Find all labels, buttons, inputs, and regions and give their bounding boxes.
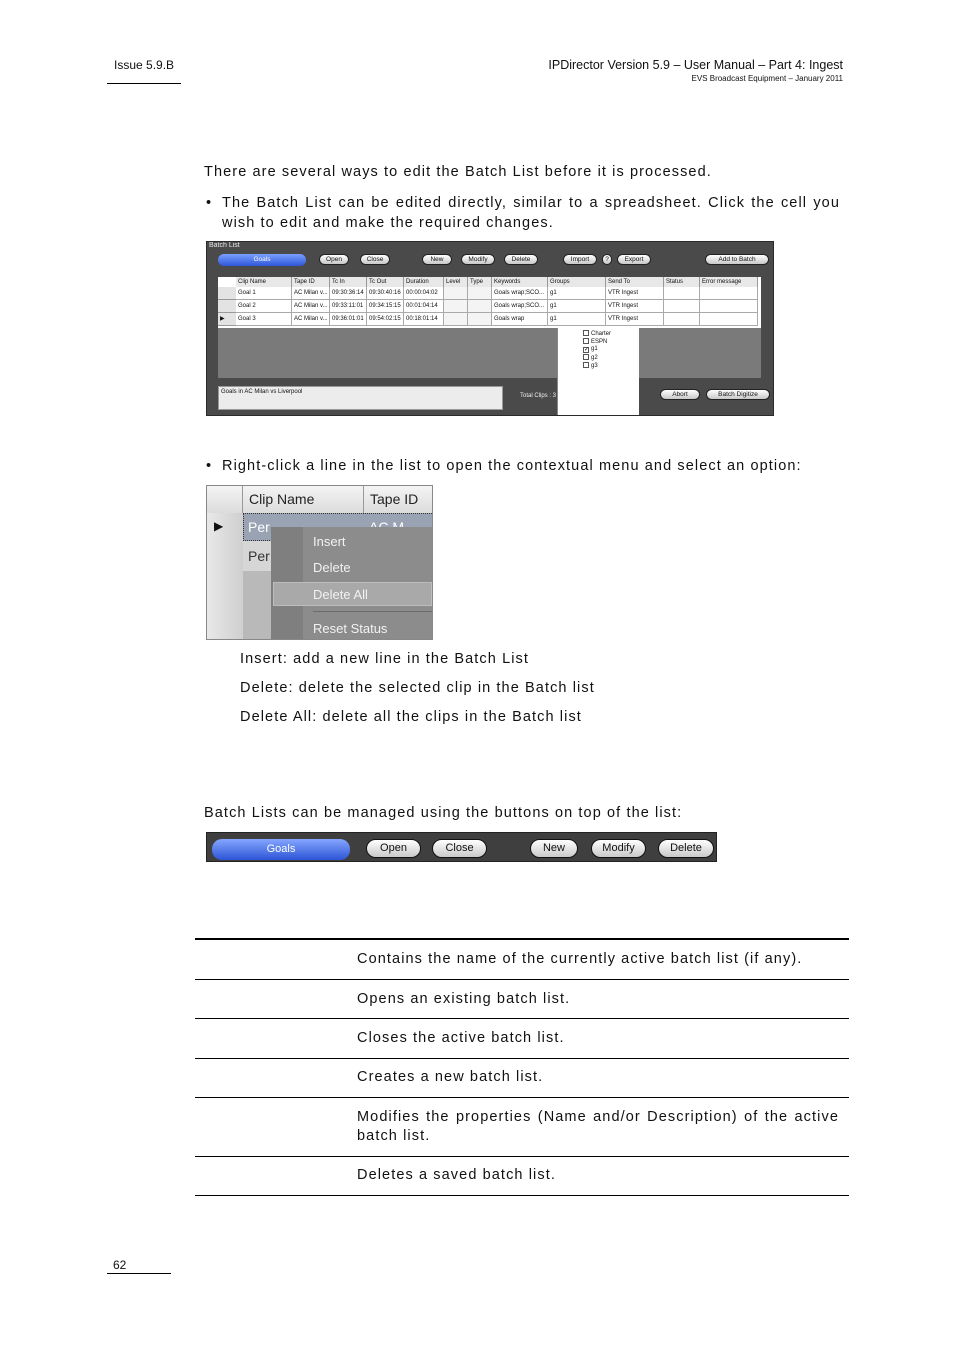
column-header[interactable]: Status	[664, 277, 700, 287]
new-button[interactable]: New	[530, 839, 578, 858]
row-header[interactable]	[218, 300, 236, 313]
footer-rule	[107, 1273, 171, 1274]
table-cell[interactable]	[444, 287, 468, 300]
table-cell[interactable]: 09:30:36:14	[330, 287, 367, 300]
row-goals-description: Contains the name of the currently active batch list (if any).	[357, 951, 803, 967]
row1-clip-name: Per	[248, 519, 270, 535]
table-cell[interactable]: VTR Ingest	[606, 300, 664, 313]
table-row-rule	[195, 1156, 849, 1157]
table-cell[interactable]: AC Milan v...	[292, 313, 330, 326]
batch-description-field[interactable]: Goals in AC Milan vs Liverpool	[218, 386, 503, 410]
document-subtitle: EVS Broadcast Equipment – January 2011	[691, 74, 843, 83]
definition-delete-all: Delete All: delete all the clips in the Batch list	[240, 709, 582, 725]
groups-dropdown[interactable]	[557, 328, 639, 416]
group-option-g2[interactable]: g2	[583, 354, 598, 361]
group-option-espn[interactable]: ESPN	[583, 338, 607, 345]
row-new-description: Creates a new batch list.	[357, 1069, 544, 1085]
row-modify-description: Modifies the properties (Name and/or Description) of the active batch list.	[357, 1109, 839, 1144]
open-button[interactable]: Open	[319, 254, 349, 265]
modify-button[interactable]: Modify	[591, 839, 646, 858]
menu-item-insert[interactable]: Insert	[313, 534, 346, 549]
table-cell[interactable]	[664, 313, 700, 326]
table-cell[interactable]: Goals wrap;SCO...	[492, 287, 548, 300]
document-title: IPDirector Version 5.9 – User Manual – Part 4: Ingest	[548, 58, 843, 72]
table-cell[interactable]	[468, 287, 492, 300]
intro-paragraph: There are several ways to edit the Batch List before it is processed.	[204, 164, 712, 180]
table-top-rule	[195, 938, 849, 940]
row-close-description: Closes the active batch list.	[357, 1030, 565, 1046]
table-cell[interactable]	[700, 313, 758, 326]
batch-digitize-button[interactable]: Batch Digitize	[706, 389, 770, 400]
table-cell[interactable]	[468, 300, 492, 313]
column-header[interactable]: Level	[444, 277, 468, 287]
table-cell[interactable]: 00:01:04:14	[404, 300, 444, 313]
menu-item-reset-status[interactable]: Reset Status	[313, 621, 388, 636]
table-cell[interactable]: AC Milan v...	[292, 300, 330, 313]
table-cell[interactable]: g1	[548, 313, 606, 326]
column-tape-id[interactable]: Tape ID	[364, 486, 433, 513]
add-to-batch-button[interactable]: Add to Batch	[705, 254, 769, 265]
table-cell[interactable]: VTR Ingest	[606, 313, 664, 326]
table-cell[interactable]	[664, 287, 700, 300]
page-number: 62	[113, 1258, 127, 1272]
group-option-g3[interactable]: g3	[583, 362, 598, 369]
row2-clip-name: Per	[248, 548, 270, 564]
table-cell[interactable]: Goals wrap;SCO...	[492, 300, 548, 313]
row-header-strip	[207, 513, 243, 640]
table-cell[interactable]: g1	[548, 300, 606, 313]
goals-field[interactable]: Goals	[218, 254, 306, 266]
row-header[interactable]: ▶	[218, 313, 236, 326]
context-menu-screenshot	[206, 485, 433, 640]
header-rule	[107, 83, 181, 84]
table-cell[interactable]: Goal 1	[236, 287, 292, 300]
table-cell[interactable]: g1	[548, 287, 606, 300]
table-cell[interactable]: Goals wrap	[492, 313, 548, 326]
row-delete-description: Deletes a saved batch list.	[357, 1167, 556, 1183]
column-header[interactable]: Tc Out	[367, 277, 404, 287]
column-header[interactable]: Error message	[700, 277, 758, 287]
row-header[interactable]	[218, 287, 236, 300]
bullet-right-click: Right-click a line in the list to open the contextual menu and select an option:	[222, 458, 802, 474]
table-row-rule	[195, 1018, 849, 1019]
menu-separator	[313, 611, 432, 612]
table-cell[interactable]: VTR Ingest	[606, 287, 664, 300]
table-cell[interactable]	[444, 313, 468, 326]
table-cell[interactable]	[700, 300, 758, 313]
close-button[interactable]: Close	[432, 839, 487, 858]
delete-button[interactable]: Delete	[658, 839, 714, 858]
column-clip-name[interactable]: Clip Name	[243, 486, 364, 513]
table-cell[interactable]: 00:18:01:14	[404, 313, 444, 326]
row-header-corner	[207, 486, 243, 513]
column-header[interactable]: Keywords	[492, 277, 548, 287]
table-bottom-rule	[195, 1195, 849, 1196]
manage-paragraph: Batch Lists can be managed using the buttons on top of the list:	[204, 805, 683, 821]
import-button[interactable]: Import	[563, 254, 597, 265]
bullet-edit-directly: The Batch List can be edited directly, similar to a spreadsheet. Click the cell you wish to edit and make the required changes.	[222, 195, 840, 231]
group-option-g1[interactable]: ✓ g1	[584, 346, 598, 353]
batch-list-table	[218, 277, 761, 328]
definition-delete: Delete: delete the selected clip in the Batch list	[240, 680, 595, 696]
column-header[interactable]: Tc In	[330, 277, 367, 287]
definition-insert: Insert: add a new line in the Batch List	[240, 651, 530, 667]
table-row-rule	[195, 1058, 849, 1059]
batch-list-empty-area	[218, 328, 761, 378]
total-clips-label: Total Clips : 3	[520, 393, 557, 399]
batch-list-screenshot	[206, 241, 774, 416]
open-button[interactable]: Open	[366, 839, 421, 858]
table-cell[interactable]: 09:33:11:01	[330, 300, 367, 313]
menu-item-delete[interactable]: Delete	[313, 560, 351, 575]
column-header[interactable]: Groups	[548, 277, 606, 287]
close-button[interactable]: Close	[360, 254, 390, 265]
menu-item-delete-all[interactable]: Delete All	[313, 587, 368, 602]
bullet-dot: •	[206, 195, 213, 211]
column-header[interactable]: Clip Name	[236, 277, 292, 287]
table-cell[interactable]: 09:36:01:01	[330, 313, 367, 326]
issue-label: Issue 5.9.B	[114, 58, 175, 72]
bullet-dot: •	[206, 458, 213, 474]
abort-button[interactable]: Abort	[660, 389, 700, 400]
delete-button[interactable]: Delete	[504, 254, 538, 265]
group-option-charter[interactable]: Charter	[583, 330, 611, 337]
table-cell[interactable]: 00:00:04:02	[404, 287, 444, 300]
help-button[interactable]: ?	[602, 254, 612, 265]
table-cell[interactable]: AC Milan v...	[292, 287, 330, 300]
table-cell[interactable]	[468, 313, 492, 326]
table-cell[interactable]: 09:30:40:16	[367, 287, 404, 300]
table-cell[interactable]	[700, 287, 758, 300]
new-button[interactable]: New	[422, 254, 452, 265]
table-row-rule	[195, 979, 849, 980]
table-cell[interactable]: 09:54:02:15	[367, 313, 404, 326]
goals-field[interactable]: Goals	[212, 839, 350, 860]
toolbar-screenshot	[206, 832, 717, 862]
export-button[interactable]: Export	[617, 254, 651, 265]
table-cell[interactable]: 09:34:15:15	[367, 300, 404, 313]
table-cell[interactable]: Goal 3	[236, 313, 292, 326]
table-cell[interactable]	[664, 300, 700, 313]
column-header[interactable]: Send To	[606, 277, 664, 287]
modify-button[interactable]: Modify	[461, 254, 495, 265]
column-header[interactable]: Type	[468, 277, 492, 287]
batch-list-title: Batch List	[209, 242, 240, 249]
table-cell[interactable]	[444, 300, 468, 313]
column-header[interactable]: Duration	[404, 277, 444, 287]
context-menu	[271, 527, 433, 640]
table-cell[interactable]: Goal 2	[236, 300, 292, 313]
row-open-description: Opens an existing batch list.	[357, 991, 571, 1007]
current-row-arrow-icon: ▶	[214, 519, 224, 533]
column-header[interactable]: Tape ID	[292, 277, 330, 287]
table-row-rule	[195, 1097, 849, 1098]
